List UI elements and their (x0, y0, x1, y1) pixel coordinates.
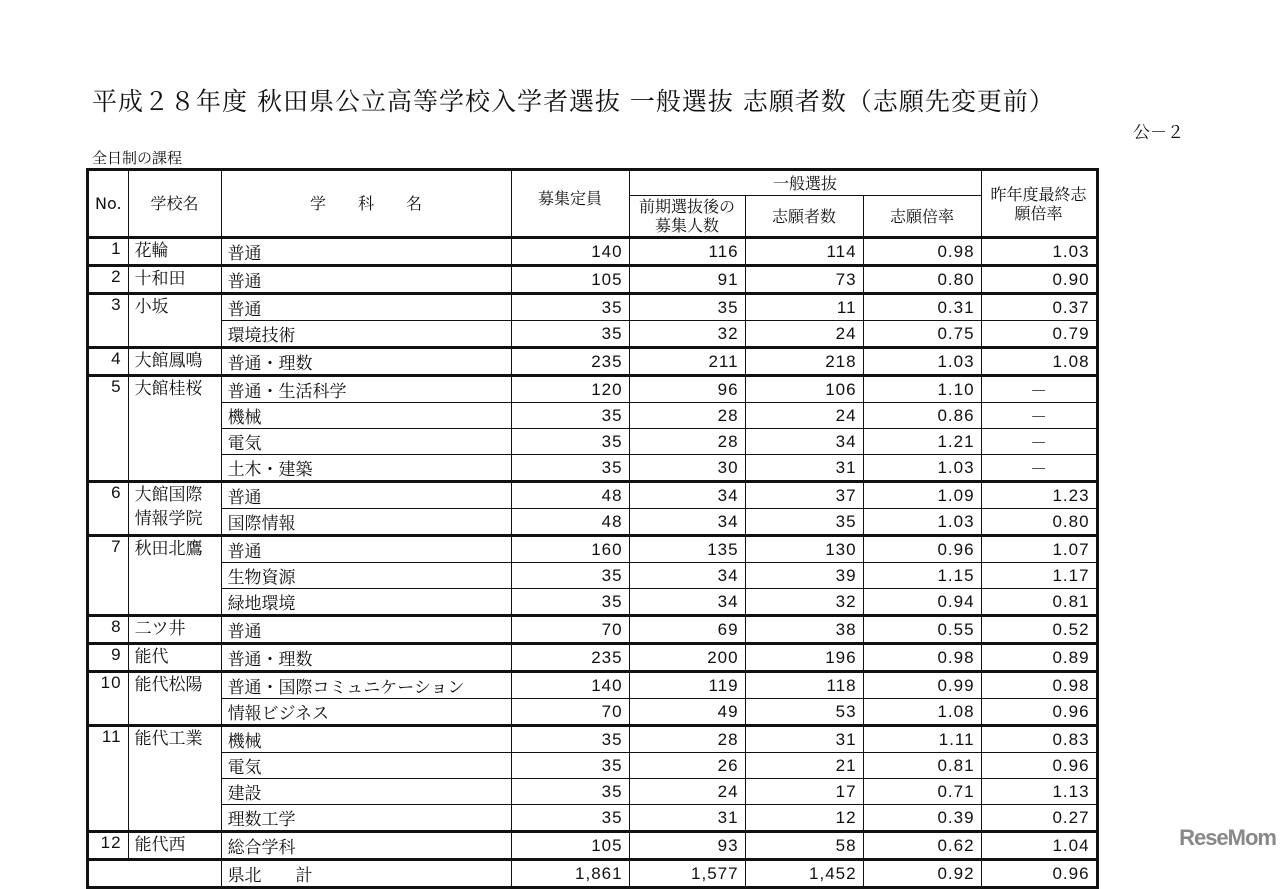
cell-capacity: 160 (511, 536, 629, 563)
cell-applicants: 24 (745, 321, 863, 348)
school-no: 2 (88, 266, 129, 294)
cell-last-year: 1.03 (981, 238, 1097, 266)
cell-last-year: 0.96 (981, 753, 1097, 779)
cell-capacity: 235 (511, 348, 629, 376)
header-ratio: 志願倍率 (863, 196, 981, 238)
school-name-line: 能代松陽 (134, 675, 203, 695)
school-name (128, 832, 221, 860)
school-no: 11 (88, 726, 129, 832)
cell-capacity: 105 (511, 266, 629, 294)
cell-after-early: 26 (629, 753, 745, 779)
cell-capacity: 35 (511, 726, 629, 753)
table-row (88, 482, 1098, 509)
cell-last-year: 0.96 (981, 699, 1097, 726)
cell-last-year: 0.98 (981, 672, 1097, 699)
table-row (88, 455, 1098, 482)
header-general: 一般選抜 (629, 170, 981, 196)
cell-capacity: 140 (511, 672, 629, 699)
cell-after-early: 34 (629, 482, 745, 509)
cell-after-early: 69 (629, 616, 745, 644)
school-name (128, 536, 221, 616)
table-row (88, 753, 1098, 779)
cell-after-early: 34 (629, 509, 745, 536)
cell-capacity: 48 (511, 509, 629, 536)
school-no: 7 (88, 536, 129, 616)
cell-last-year: 0.80 (981, 509, 1097, 536)
cell-dept: 建設 (221, 779, 511, 805)
cell-applicants: 58 (745, 832, 863, 860)
cell-capacity: 48 (511, 482, 629, 509)
cell-capacity: 140 (511, 238, 629, 266)
table-row (88, 266, 1098, 294)
total-row (88, 860, 1098, 888)
cell-applicants: 12 (745, 805, 863, 832)
table-row (88, 726, 1098, 753)
cell-last-year: 0.81 (981, 589, 1097, 616)
course-label: 全日制の課程 (92, 149, 183, 167)
school-name-line: 大館国際 (134, 485, 203, 505)
cell-after-early: 96 (629, 376, 745, 403)
cell-capacity: 35 (511, 429, 629, 455)
cell-capacity: 35 (511, 294, 629, 321)
resemom-watermark: ReseMom (1179, 825, 1276, 850)
table-row (88, 321, 1098, 348)
cell-ratio: 0.98 (863, 644, 981, 672)
table-row (88, 509, 1098, 536)
cell-applicants: 53 (745, 699, 863, 726)
total-label: 県北 計 (221, 860, 511, 888)
cell-capacity: 35 (511, 321, 629, 348)
school-name (128, 482, 221, 536)
table-row (88, 672, 1098, 699)
school-no: 4 (88, 348, 129, 376)
cell-capacity: 35 (511, 403, 629, 429)
cell-ratio: 0.39 (863, 805, 981, 832)
school-name-line: 大館鳳鳴 (134, 351, 203, 371)
cell-after-early: 28 (629, 429, 745, 455)
cell-dept: 普通・生活科学 (221, 376, 511, 403)
school-name-line: 大館桂桜 (134, 379, 203, 399)
cell-applicants: 34 (745, 429, 863, 455)
cell-after-early: 31 (629, 805, 745, 832)
table-row (88, 238, 1098, 266)
school-name-line: 十和田 (134, 269, 186, 289)
cell-applicants: 21 (745, 753, 863, 779)
cell-applicants: 196 (745, 644, 863, 672)
cell-ratio: 0.94 (863, 589, 981, 616)
school-name (128, 644, 221, 672)
cell-applicants: 114 (745, 238, 863, 266)
table-row (88, 376, 1098, 403)
school-name (128, 238, 221, 266)
school-name-line: 花輪 (134, 241, 169, 261)
cell-dept: 情報ビジネス (221, 699, 511, 726)
cell-after-early: 116 (629, 238, 745, 266)
cell-ratio: 1.03 (863, 455, 981, 482)
cell-applicants: 73 (745, 266, 863, 294)
total-ratio: 0.92 (863, 860, 981, 888)
table-row (88, 832, 1098, 860)
table-row (88, 536, 1098, 563)
cell-applicants: 37 (745, 482, 863, 509)
cell-capacity: 70 (511, 699, 629, 726)
cell-last-year: － (981, 376, 1097, 403)
cell-capacity: 35 (511, 455, 629, 482)
table-row (88, 429, 1098, 455)
cell-after-early: 34 (629, 589, 745, 616)
total-applicants: 1,452 (745, 860, 863, 888)
cell-ratio: 1.15 (863, 563, 981, 589)
page-number: 公－２ (1133, 123, 1184, 143)
cell-capacity: 235 (511, 644, 629, 672)
school-no: 8 (88, 616, 129, 644)
table-row (88, 699, 1098, 726)
cell-applicants: 24 (745, 403, 863, 429)
school-no: 6 (88, 482, 129, 536)
school-no: 5 (88, 376, 129, 482)
cell-after-early: 49 (629, 699, 745, 726)
cell-capacity: 35 (511, 805, 629, 832)
header-dept: 学 科 名 (221, 170, 511, 238)
cell-after-early: 135 (629, 536, 745, 563)
cell-dept: 理数工学 (221, 805, 511, 832)
cell-applicants: 35 (745, 509, 863, 536)
cell-applicants: 118 (745, 672, 863, 699)
cell-ratio: 1.21 (863, 429, 981, 455)
table-row (88, 616, 1098, 644)
cell-ratio: 0.80 (863, 266, 981, 294)
header-school: 学校名 (128, 170, 221, 238)
cell-after-early: 24 (629, 779, 745, 805)
cell-last-year: 1.07 (981, 536, 1097, 563)
school-name (128, 616, 221, 644)
cell-after-early: 200 (629, 644, 745, 672)
cell-last-year: 1.04 (981, 832, 1097, 860)
school-name-line: 秋田北鷹 (134, 539, 203, 559)
cell-dept: 普通・理数 (221, 348, 511, 376)
cell-dept: 機械 (221, 726, 511, 753)
school-name-line: 小坂 (134, 297, 169, 317)
school-name-line: 能代 (134, 647, 169, 667)
school-name (128, 726, 221, 832)
total-capacity: 1,861 (511, 860, 629, 888)
cell-dept: 緑地環境 (221, 589, 511, 616)
cell-last-year: － (981, 455, 1097, 482)
cell-ratio: 0.98 (863, 238, 981, 266)
cell-ratio: 1.09 (863, 482, 981, 509)
cell-dept: 普通 (221, 266, 511, 294)
total-after-early: 1,577 (629, 860, 745, 888)
header-after-early: 前期選抜後の募集人数 (629, 196, 745, 238)
school-name (128, 294, 221, 348)
cell-last-year: 0.79 (981, 321, 1097, 348)
cell-ratio: 0.62 (863, 832, 981, 860)
cell-dept: 電気 (221, 429, 511, 455)
cell-capacity: 35 (511, 753, 629, 779)
cell-applicants: 130 (745, 536, 863, 563)
cell-capacity: 105 (511, 832, 629, 860)
cell-after-early: 32 (629, 321, 745, 348)
cell-last-year: 0.37 (981, 294, 1097, 321)
cell-ratio: 0.81 (863, 753, 981, 779)
school-name (128, 672, 221, 726)
page-title: 平成２８年度 秋田県公立高等学校入学者選抜 一般選抜 志願者数（志願先変更前） (92, 87, 1055, 116)
cell-dept: 総合学科 (221, 832, 511, 860)
cell-last-year: － (981, 403, 1097, 429)
cell-after-early: 30 (629, 455, 745, 482)
cell-after-early: 34 (629, 563, 745, 589)
cell-ratio: 0.96 (863, 536, 981, 563)
cell-capacity: 35 (511, 589, 629, 616)
school-no: 12 (88, 832, 129, 860)
table-row (88, 294, 1098, 321)
table-row (88, 644, 1098, 672)
cell-after-early: 119 (629, 672, 745, 699)
cell-dept: 普通 (221, 482, 511, 509)
cell-last-year: － (981, 429, 1097, 455)
table-row (88, 348, 1098, 376)
table-row (88, 779, 1098, 805)
cell-after-early: 93 (629, 832, 745, 860)
cell-dept: 機械 (221, 403, 511, 429)
cell-dept: 生物資源 (221, 563, 511, 589)
cell-ratio: 0.31 (863, 294, 981, 321)
cell-last-year: 0.83 (981, 726, 1097, 753)
school-name-line: 能代西 (134, 835, 186, 855)
cell-capacity: 120 (511, 376, 629, 403)
cell-dept: 普通 (221, 294, 511, 321)
table-row (88, 403, 1098, 429)
cell-ratio: 1.11 (863, 726, 981, 753)
cell-applicants: 11 (745, 294, 863, 321)
cell-applicants: 31 (745, 726, 863, 753)
cell-dept: 電気 (221, 753, 511, 779)
cell-dept: 普通・国際コミュニケーション (221, 672, 511, 699)
total-last-year: 0.96 (981, 860, 1097, 888)
cell-last-year: 1.08 (981, 348, 1097, 376)
cell-applicants: 32 (745, 589, 863, 616)
school-no: 1 (88, 238, 129, 266)
school-name-line: 二ツ井 (134, 619, 186, 639)
school-name-line: 情報学院 (134, 509, 203, 529)
school-no: 3 (88, 294, 129, 348)
school-no: 10 (88, 672, 129, 726)
school-name (128, 376, 221, 482)
cell-ratio: 0.55 (863, 616, 981, 644)
cell-last-year: 1.17 (981, 563, 1097, 589)
cell-dept: 国際情報 (221, 509, 511, 536)
cell-after-early: 28 (629, 726, 745, 753)
cell-applicants: 39 (745, 563, 863, 589)
cell-dept: 土木・建築 (221, 455, 511, 482)
cell-dept: 環境技術 (221, 321, 511, 348)
cell-last-year: 0.52 (981, 616, 1097, 644)
table-row (88, 589, 1098, 616)
cell-ratio: 1.03 (863, 509, 981, 536)
header-no: No. (88, 170, 129, 238)
table-row (88, 805, 1098, 832)
cell-applicants: 106 (745, 376, 863, 403)
table-row (88, 563, 1098, 589)
cell-last-year: 1.23 (981, 482, 1097, 509)
cell-ratio: 0.86 (863, 403, 981, 429)
cell-dept: 普通 (221, 238, 511, 266)
cell-dept: 普通・理数 (221, 644, 511, 672)
school-no: 9 (88, 644, 129, 672)
cell-after-early: 28 (629, 403, 745, 429)
cell-applicants: 38 (745, 616, 863, 644)
header-last-year: 昨年度最終志願倍率 (981, 170, 1097, 238)
cell-last-year: 0.27 (981, 805, 1097, 832)
header-applicants: 志願者数 (745, 196, 863, 238)
cell-after-early: 35 (629, 294, 745, 321)
cell-capacity: 35 (511, 563, 629, 589)
applicants-table (86, 168, 1099, 889)
cell-applicants: 218 (745, 348, 863, 376)
school-name-line: 能代工業 (134, 729, 203, 749)
cell-capacity: 70 (511, 616, 629, 644)
cell-last-year: 0.90 (981, 266, 1097, 294)
cell-dept: 普通 (221, 616, 511, 644)
cell-ratio: 0.99 (863, 672, 981, 699)
cell-ratio: 1.10 (863, 376, 981, 403)
school-name (128, 266, 221, 294)
cell-dept: 普通 (221, 536, 511, 563)
cell-last-year: 1.13 (981, 779, 1097, 805)
cell-ratio: 1.03 (863, 348, 981, 376)
cell-applicants: 31 (745, 455, 863, 482)
cell-ratio: 0.75 (863, 321, 981, 348)
school-name (128, 348, 221, 376)
cell-capacity: 35 (511, 779, 629, 805)
cell-last-year: 0.89 (981, 644, 1097, 672)
cell-after-early: 91 (629, 266, 745, 294)
cell-applicants: 17 (745, 779, 863, 805)
cell-after-early: 211 (629, 348, 745, 376)
cell-ratio: 1.08 (863, 699, 981, 726)
cell-ratio: 0.71 (863, 779, 981, 805)
header-capacity: 募集定員 (511, 170, 629, 238)
